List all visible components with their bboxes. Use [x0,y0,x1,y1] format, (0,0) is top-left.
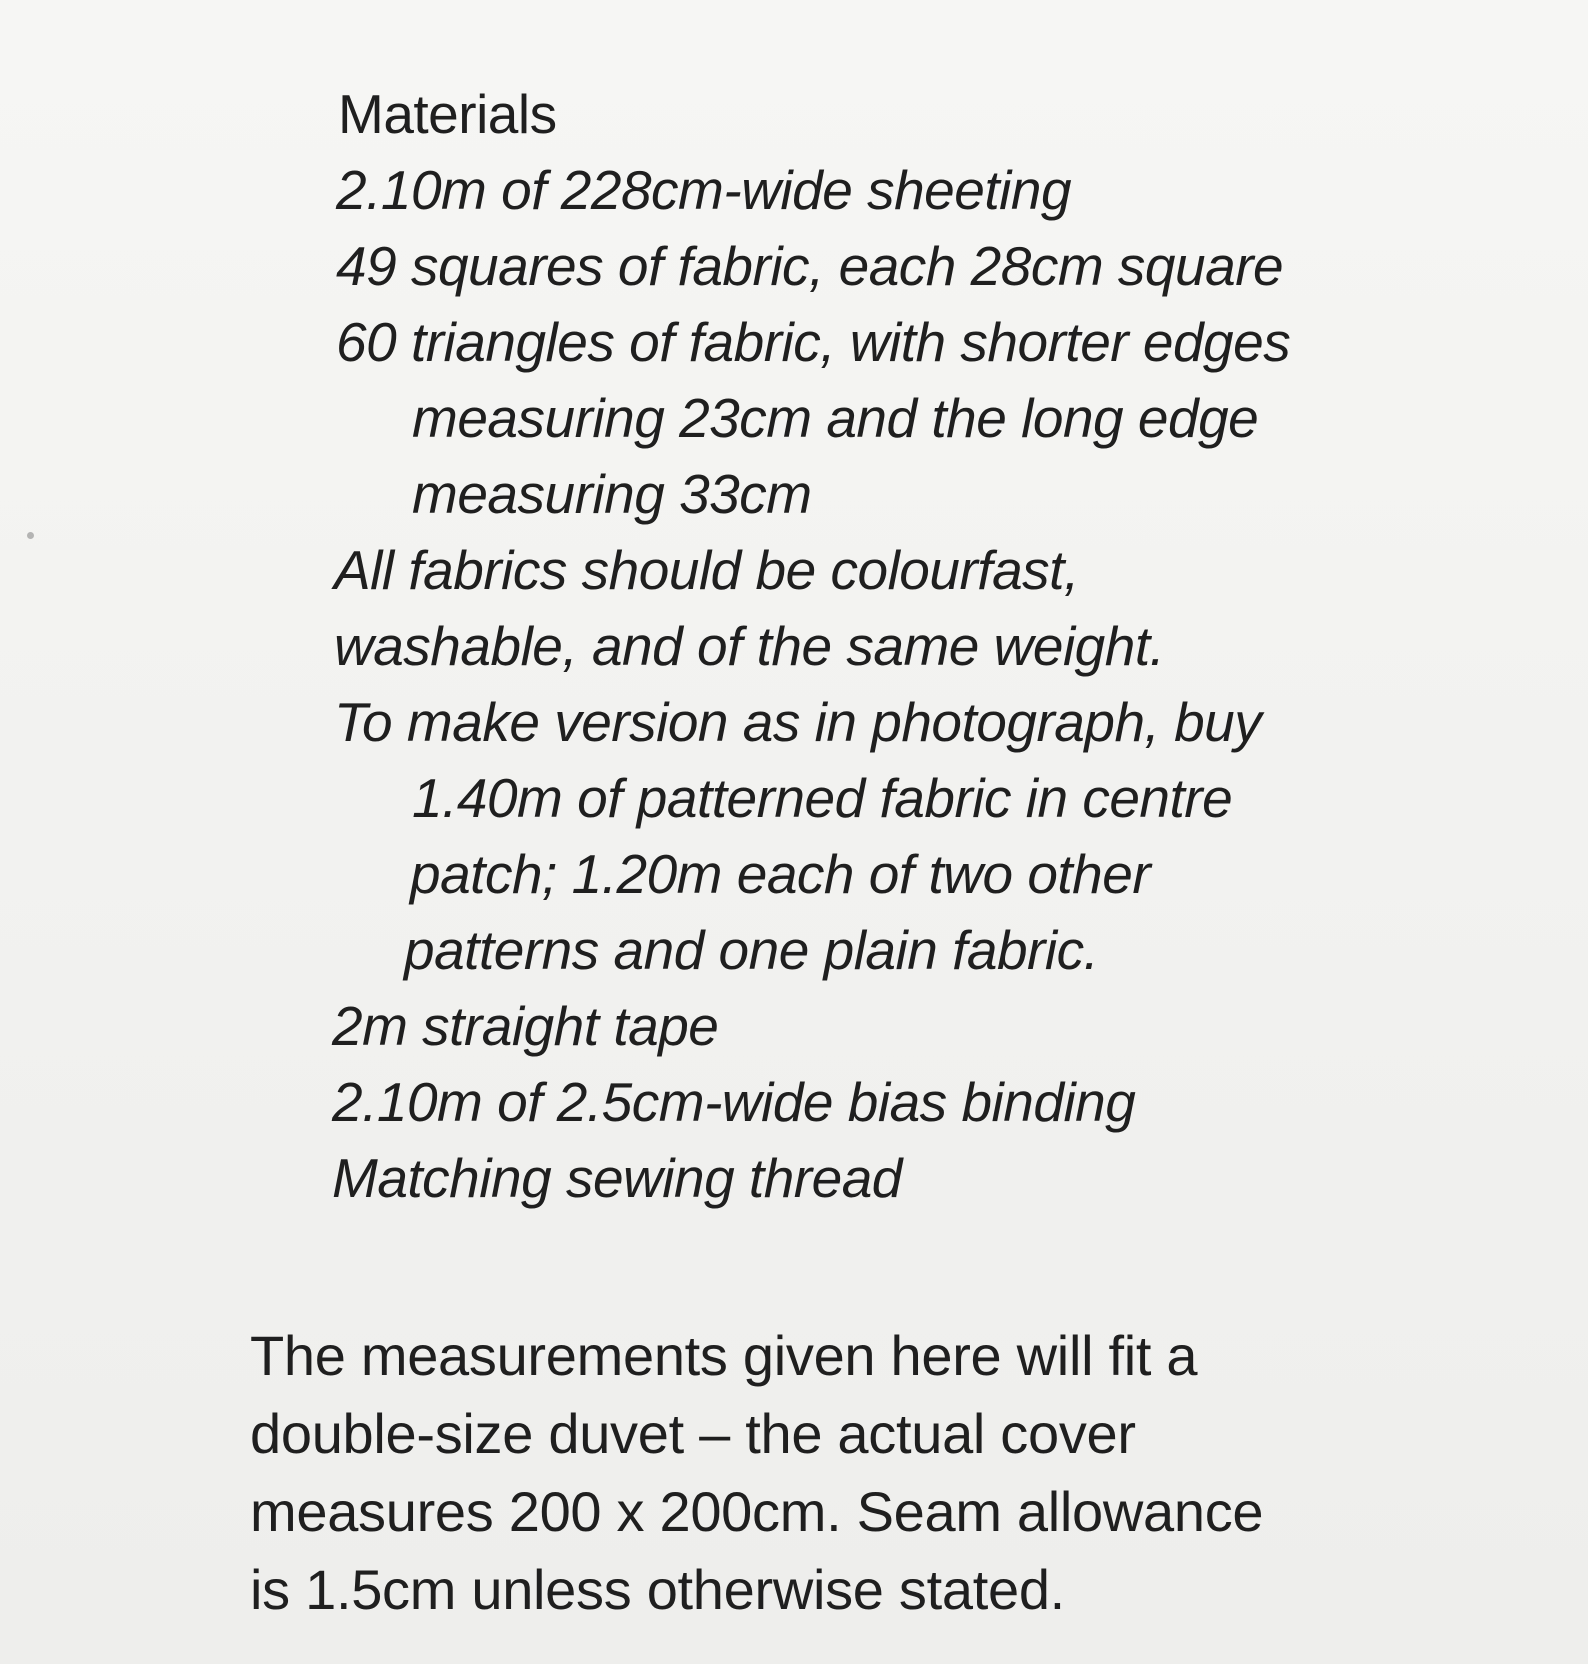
note-line: The measurements given here will fit a [250,1324,1198,1387]
print-speck [27,532,34,539]
materials-line: All fabrics should be colourfast, [334,539,1079,601]
materials-line: 2.10m of 228cm-wide sheeting [336,159,1072,221]
materials-line: patch; 1.20m each of two other [410,843,1151,905]
materials-line: patterns and one plain fabric. [404,919,1099,981]
materials-line: washable, and of the same weight. [334,615,1165,677]
note-line: double-size duvet – the actual cover [250,1402,1136,1465]
materials-line: 60 triangles of fabric, with shorter edges [336,311,1291,373]
materials-line: 2m straight tape [332,995,719,1057]
materials-line: To make version as in photograph, buy [334,691,1262,753]
materials-line: 49 squares of fabric, each 28cm square [336,235,1284,297]
materials-line: measuring 23cm and the long edge [412,387,1259,449]
materials-line: Matching sewing thread [332,1147,902,1209]
note-line: measures 200 x 200cm. Seam allowance [250,1480,1264,1543]
materials-line: measuring 33cm [412,463,812,525]
materials-line: 1.40m of patterned fabric in centre [412,767,1233,829]
materials-heading: Materials [338,83,557,145]
materials-line: 2.10m of 2.5cm-wide bias binding [332,1071,1136,1133]
note-line: is 1.5cm unless otherwise stated. [250,1558,1065,1621]
